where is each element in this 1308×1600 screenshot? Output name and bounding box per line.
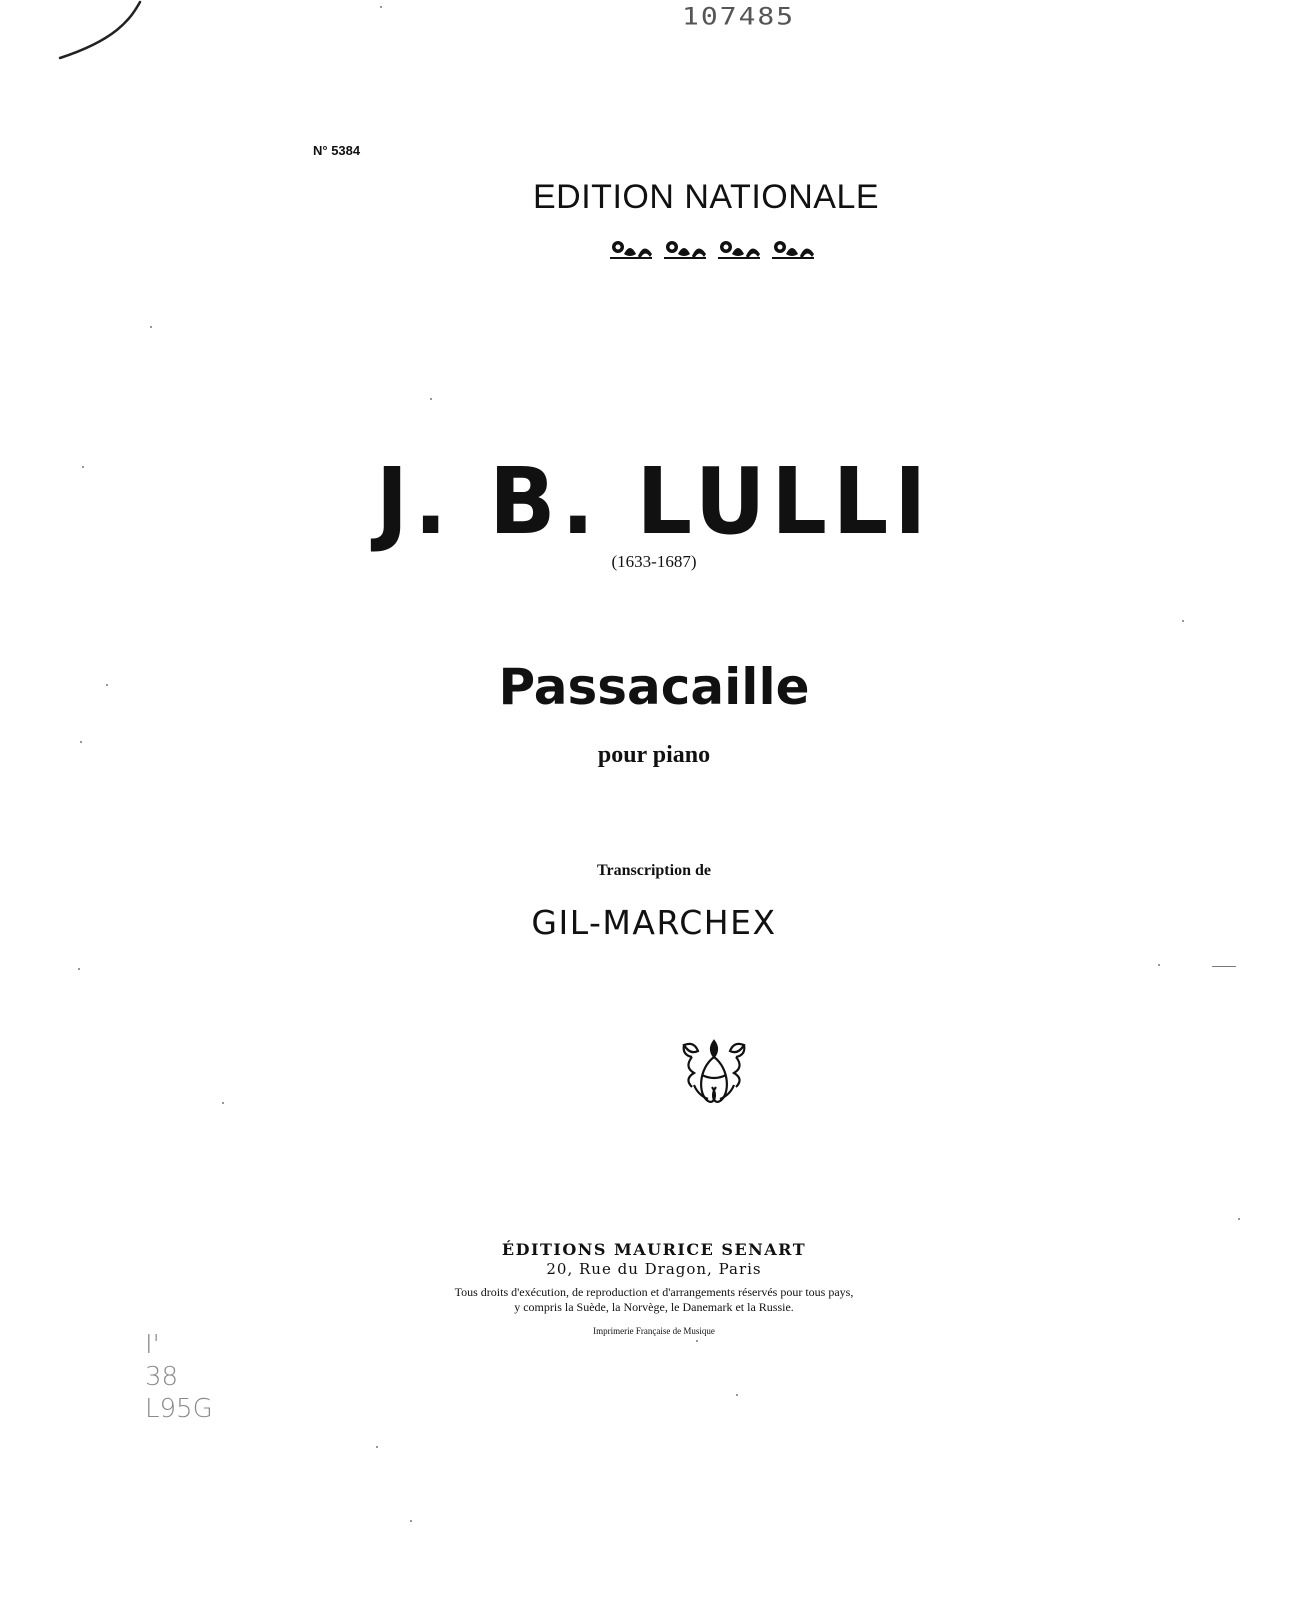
scan-speck bbox=[430, 398, 432, 400]
printer-credit: Imprimerie Française de Musique bbox=[593, 1326, 715, 1336]
scan-speck bbox=[376, 1446, 378, 1448]
rights-line-1: Tous droits d'exécution, de reproduction et d'arrangements réservés pour tous pays, bbox=[454, 1285, 854, 1299]
plate-number: N° 5384 bbox=[313, 143, 361, 158]
scan-speck bbox=[80, 741, 82, 743]
edition-title: EDITION NATIONALE bbox=[533, 178, 880, 216]
composer-dates: (1633-1687) bbox=[611, 552, 697, 571]
scan-speck bbox=[78, 968, 80, 970]
scan-speck bbox=[150, 326, 152, 328]
instrumentation: pour piano bbox=[597, 742, 711, 768]
scan-speck bbox=[222, 1102, 224, 1104]
scan-speck bbox=[82, 466, 84, 468]
shelf-mark-line-1: I' bbox=[145, 1330, 160, 1360]
scan-speck bbox=[1238, 1218, 1240, 1220]
scan-speck bbox=[106, 684, 108, 686]
pen-mark bbox=[55, 0, 145, 65]
scan-speck bbox=[380, 6, 382, 8]
publisher-address: 20, Rue du Dragon, Paris bbox=[546, 1260, 762, 1278]
shelf-mark-line-3: L95G bbox=[145, 1394, 213, 1424]
scan-speck bbox=[1182, 620, 1184, 622]
shelf-mark-line-2: 38 bbox=[145, 1362, 179, 1392]
work-title: Passacaille bbox=[498, 658, 810, 716]
composer-name: J. B. LULLI bbox=[375, 448, 933, 555]
scan-speck bbox=[1158, 964, 1160, 966]
fleuron-ornament-icon bbox=[610, 238, 820, 262]
stamp-number: 107485 bbox=[682, 2, 796, 31]
scan-speck bbox=[410, 1520, 412, 1522]
scan-speck bbox=[736, 1394, 738, 1396]
scan-speck bbox=[1212, 966, 1236, 967]
rights-notice bbox=[0, 1285, 1308, 1315]
publisher-name: ÉDITIONS MAURICE SENART bbox=[501, 1240, 807, 1259]
scan-speck bbox=[696, 1340, 698, 1342]
floral-vignette-icon bbox=[678, 1035, 750, 1107]
arranger-name: GIL-MARCHEX bbox=[531, 903, 777, 942]
transcription-label: Transcription de bbox=[597, 862, 711, 879]
rights-line-2: y compris la Suède, la Norvège, le Danemark et la Russie. bbox=[514, 1300, 794, 1314]
